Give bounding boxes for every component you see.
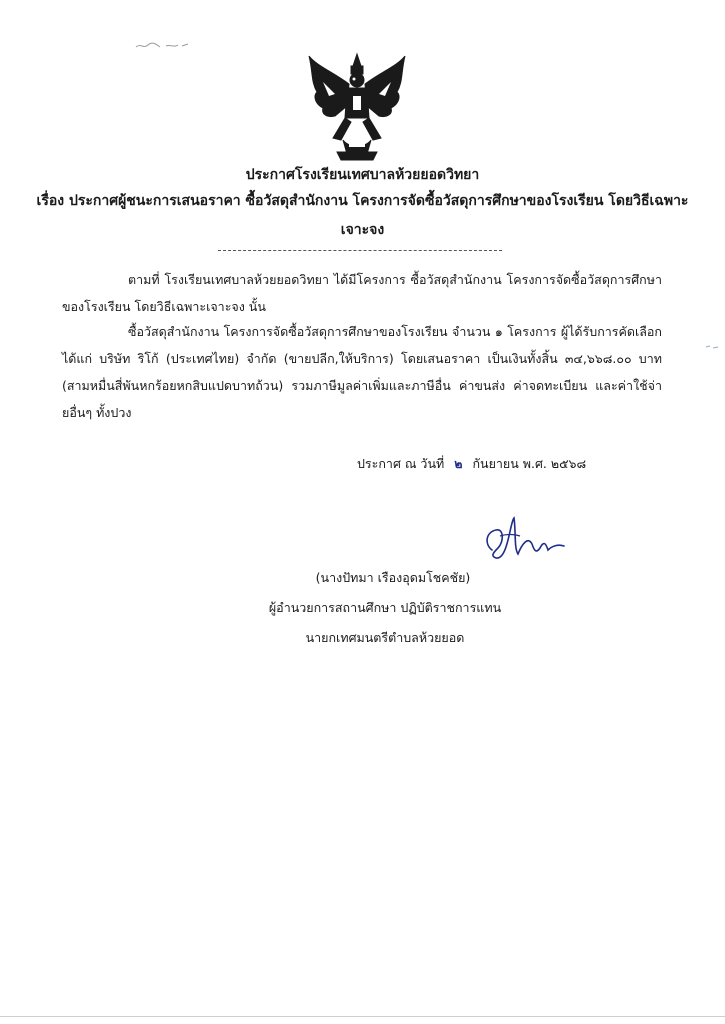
subject-line: เรื่อง ประกาศผู้ชนะการเสนอราคา ซื้อวัสดุสำนักงาน โครงการจัดซื้อวัสดุการศึกษาของโรงเรียน โดยวิธีเฉพาะ [36, 193, 689, 209]
page-title: ประกาศโรงเรียนเทศบาลห้วยยอดวิทยา [245, 167, 480, 183]
date-month-year: กันยายน พ.ศ. ๒๕๖๘ [472, 456, 587, 471]
signatory-title: นายกเทศมนตรีตำบลห้วยยอด [305, 630, 465, 645]
signatory-name: (นางปัทมา เรืองอุดมโชคชัย) [315, 570, 471, 585]
date-prefix: ประกาศ ณ วันที่ [357, 456, 445, 471]
subject-line-continued: เจาะจง [340, 222, 385, 238]
scan-edge-line [0, 1016, 725, 1017]
divider [218, 250, 502, 251]
date-day-handwritten: ๒ [454, 456, 463, 471]
scan-speck [705, 344, 719, 350]
signature [474, 514, 566, 566]
handwritten-mark [134, 38, 194, 52]
body-paragraph-2: ซื้อวัสดุสำนักงาน โครงการจัดซื้อวัสดุการศึกษาของโรงเรียน จำนวน ๑ โครงการ ผู้ได้รับการคัดเลือก ได้แก่ บริษัท ริโก้ (ประเทศไทย) จำกัด (ขายปลีก,ให้บริการ) โดยเสนอราคา เป็นเงินทั้งสิ้น ๓๔,๖๖๘.๐๐ บาท (สามหมื่นสี่พันหกร้อยหกสิบแปดบาทถ้วน) รวมภาษีมูลค่าเพิ่มและภาษีอื่น ค่าขนส่ง ค่าจดทะเบียน และค่าใช้จ่ายอื่นๆ ทั้งปวง [62, 324, 662, 420]
body-paragraph-1: ตามที่ โรงเรียนเทศบาลห้วยยอดวิทยา ได้มีโครงการ ซื้อวัสดุสำนักงาน โครงการจัดซื้อวัสดุการศึกษาของโรงเรียน โดยวิธีเฉพาะเจาะจง นั้น [62, 272, 662, 314]
garuda-emblem-icon [303, 52, 411, 162]
announcement-date [357, 454, 586, 474]
signatory-position: ผู้อำนวยการสถานศึกษา ปฏิบัติราชการแทน [268, 600, 502, 615]
